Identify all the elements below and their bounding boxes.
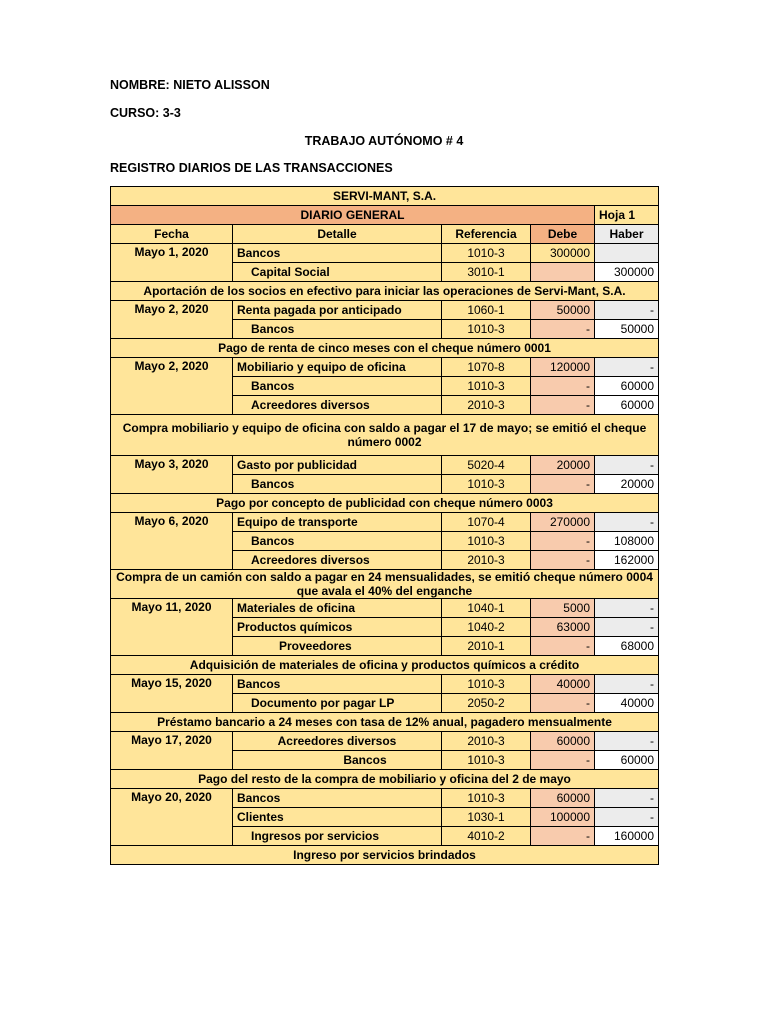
col-header-haber: Haber [595,225,659,244]
debit-amount: 60000 [531,732,595,751]
debit-amount: - [531,694,595,713]
debit-amount: - [531,396,595,415]
account-name: Proveedores [233,637,442,656]
credit-amount: 60000 [595,396,659,415]
table-row [111,358,659,377]
account-ref: 5020-4 [442,456,531,475]
credit-amount: - [595,513,659,532]
account-ref: 2010-3 [442,551,531,570]
account-ref: 1060-1 [442,301,531,320]
journal-title: DIARIO GENERAL [111,206,595,225]
col-header-detalle: Detalle [233,225,442,244]
credit-amount: 20000 [595,475,659,494]
entry-description: Adquisición de materiales de oficina y productos químicos a crédito [111,656,659,675]
account-name: Productos químicos [233,618,442,637]
credit-amount: - [595,599,659,618]
credit-amount: 162000 [595,551,659,570]
account-ref: 2050-2 [442,694,531,713]
assignment-title: TRABAJO AUTÓNOMO # 4 [304,134,464,148]
company-name: SERVI-MANT, S.A. [111,187,659,206]
account-name: Acreedores diversos [233,732,442,751]
credit-amount: 60000 [595,751,659,770]
account-name: Bancos [233,751,442,770]
account-name: Gasto por publicidad [233,456,442,475]
credit-amount: 300000 [595,263,659,282]
credit-amount: - [595,808,659,827]
account-name: Materiales de oficina [233,599,442,618]
credit-amount: - [595,675,659,694]
entry-description: Pago del resto de la compra de mobiliario y oficina del 2 de mayo [111,770,659,789]
table-row [111,675,659,694]
account-name: Clientes [233,808,442,827]
account-name: Bancos [233,789,442,808]
col-header-referencia: Referencia [442,225,531,244]
account-name: Documento por pagar LP [233,694,442,713]
credit-amount: 108000 [595,532,659,551]
debit-amount [531,263,595,282]
col-header-fecha: Fecha [111,225,233,244]
column-header-row [111,225,659,244]
entry-date: Mayo 1, 2020 [111,244,233,282]
debit-amount: 20000 [531,456,595,475]
account-ref: 1040-2 [442,618,531,637]
debit-amount: 120000 [531,358,595,377]
account-ref: 1010-3 [442,244,531,263]
debit-amount: - [531,532,595,551]
entry-date: Mayo 11, 2020 [111,599,233,656]
account-name: Bancos [233,377,442,396]
table-row [111,456,659,475]
account-name: Bancos [233,532,442,551]
account-name: Equipo de transporte [233,513,442,532]
debit-amount: 40000 [531,675,595,694]
entry-description: Compra mobiliario y equipo de oficina con saldo a pagar el 17 de mayo; se emitió el cheque número 0002 [111,415,659,456]
entry-description: Préstamo bancario a 24 meses con tasa de 12% anual, pagadero mensualmente [111,713,659,732]
debit-amount: - [531,377,595,396]
account-name: Bancos [233,320,442,339]
debit-amount: - [531,320,595,339]
account-ref: 1010-3 [442,789,531,808]
credit-amount: - [595,618,659,637]
account-ref: 2010-3 [442,396,531,415]
credit-amount: 40000 [595,694,659,713]
entry-date: Mayo 3, 2020 [111,456,233,494]
credit-amount: - [595,358,659,377]
account-name: Renta pagada por anticipado [233,301,442,320]
debit-amount: - [531,475,595,494]
entry-description: Pago por concepto de publicidad con cheque número 0003 [111,494,659,513]
entry-description: Compra de un camión con saldo a pagar en 24 mensualidades, se emitió cheque número 0004 que avala el 40% del enganche [111,570,659,599]
account-ref: 1010-3 [442,475,531,494]
credit-amount [595,244,659,263]
account-name: Ingresos por servicios [233,827,442,846]
debit-amount: - [531,637,595,656]
credit-amount: 160000 [595,827,659,846]
credit-amount: - [595,301,659,320]
entry-date: Mayo 2, 2020 [111,358,233,415]
debit-amount: 5000 [531,599,595,618]
account-name: Acreedores diversos [233,551,442,570]
account-ref: 2010-1 [442,637,531,656]
debit-amount: - [531,751,595,770]
account-ref: 1010-3 [442,532,531,551]
table-row [111,244,659,263]
account-name: Bancos [233,475,442,494]
credit-amount: - [595,456,659,475]
entry-date: Mayo 15, 2020 [111,675,233,713]
account-ref: 1010-3 [442,675,531,694]
account-name: Acreedores diversos [233,396,442,415]
account-ref: 4010-2 [442,827,531,846]
table-row [111,301,659,320]
account-ref: 1040-1 [442,599,531,618]
student-name: NOMBRE: NIETO ALISSON [110,78,270,92]
account-name: Bancos [233,244,442,263]
debit-amount: 50000 [531,301,595,320]
table-row [111,513,659,532]
entry-date: Mayo 20, 2020 [111,789,233,846]
entry-description: Aportación de los socios en efectivo para iniciar las operaciones de Servi-Mant, S.A. [111,282,659,301]
account-name: Mobiliario y equipo de oficina [233,358,442,377]
journal-table [110,186,659,865]
account-ref: 1010-3 [442,377,531,396]
course: CURSO: 3-3 [110,106,181,120]
account-name: Capital Social [233,263,442,282]
entry-date: Mayo 17, 2020 [111,732,233,770]
table-row [111,599,659,618]
entry-description: Pago de renta de cinco meses con el cheque número 0001 [111,339,659,358]
entry-description: Ingreso por servicios brindados [111,846,659,865]
debit-amount: 63000 [531,618,595,637]
account-ref: 1010-3 [442,751,531,770]
account-ref: 1070-4 [442,513,531,532]
debit-amount: - [531,551,595,570]
col-header-debe: Debe [531,225,595,244]
entry-date: Mayo 6, 2020 [111,513,233,570]
debit-amount: 270000 [531,513,595,532]
entry-date: Mayo 2, 2020 [111,301,233,339]
account-ref: 1070-8 [442,358,531,377]
account-ref: 2010-3 [442,732,531,751]
debit-amount: 60000 [531,789,595,808]
credit-amount: - [595,732,659,751]
credit-amount: 68000 [595,637,659,656]
table-row [111,732,659,751]
account-name: Bancos [233,675,442,694]
credit-amount: - [595,789,659,808]
account-ref: 1030-1 [442,808,531,827]
account-ref: 1010-3 [442,320,531,339]
credit-amount: 50000 [595,320,659,339]
credit-amount: 60000 [595,377,659,396]
debit-amount: 300000 [531,244,595,263]
table-row [111,789,659,808]
account-ref: 3010-1 [442,263,531,282]
sheet-label: Hoja 1 [595,206,659,225]
debit-amount: - [531,827,595,846]
section-title: REGISTRO DIARIOS DE LAS TRANSACCIONES [110,161,393,175]
debit-amount: 100000 [531,808,595,827]
